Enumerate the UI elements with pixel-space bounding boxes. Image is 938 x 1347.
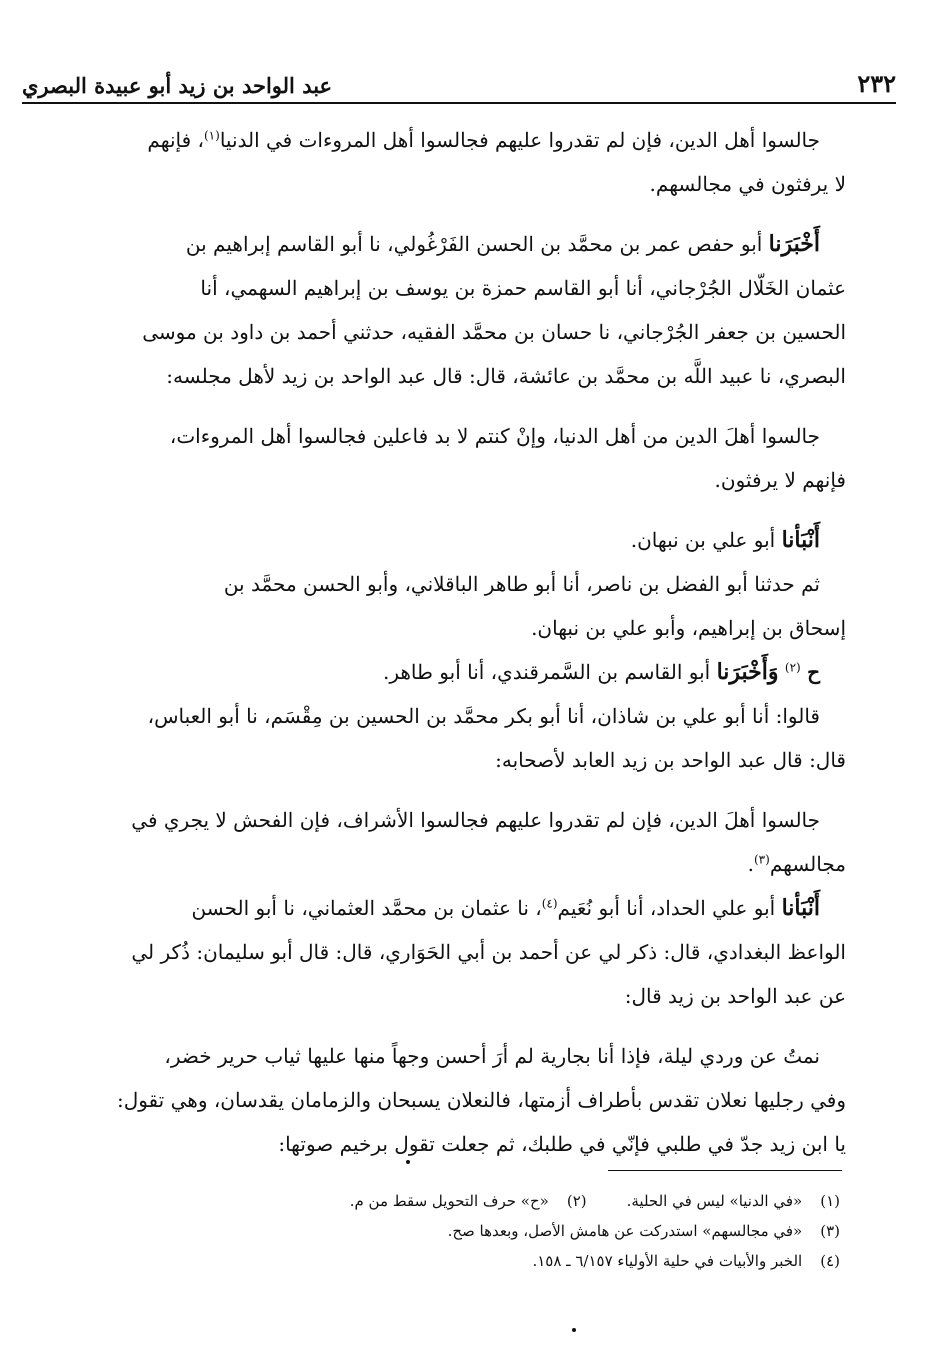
paragraph [42,414,846,502]
text-line: جالسوا أهلَ الدين، فإن لم تقدروا عليهم فجالسوا الأشراف، فإن الفحش لا يجري في [131,808,820,832]
text-line: عثمان الخَلّال الجُرْجاني، أنا أبو القاسم حمزة بن يوسف بن إبراهيم السهمي، أنا [200,276,846,300]
text-span: . [747,852,754,876]
text-line: نمتُ عن وردي ليلة، فإذا أنا بجارية لم أرَ أحسن وجهاً منها عليها ثياب حرير خضر، [164,1044,820,1068]
footnote-text: الخبر والأبيات في حلية الأولياء ٦/١٥٧ ـ ١٥٨. [532,1252,803,1270]
text-line: الواعظ البغدادي، قال: ذكر لي عن أحمد بن أبي الحَوَاري، قال: قال أبو سليمان: ذُكر لي [131,940,846,964]
footnote-number: (٢) [566,1192,587,1210]
footnote [100,1246,840,1276]
page-number: ٢٣٢ [857,69,896,98]
footnote-ref: (٤) [541,896,558,911]
text-line: عن عبد الواحد بن زيد قال: [624,984,846,1008]
text-line [42,886,846,930]
footnote [100,1216,840,1246]
running-title: عبد الواحد بن زيد أبو عبيدة البصري [22,73,333,98]
paragraph [42,118,846,206]
page-header [22,60,896,104]
footnote-ref: (٢) [784,660,801,675]
paragraph [42,1034,846,1166]
transmission-term: أَنْبَأنا [781,895,820,921]
text-line: جالسوا أهلَ الدين من أهل الدنيا، وإنْ كنتم لا بد فاعلين فجالسوا أهل المروءات، [169,424,820,448]
footnote-text: «في الدنيا» ليس في الحلية. [626,1192,803,1210]
footnote-number: (١) [820,1192,840,1210]
text-span: أبو القاسم بن السَّمرقندي، أنا أبو طاهر. [382,660,717,684]
paragraph [42,562,846,650]
text-line [42,842,846,886]
text-line: إسحاق بن إبراهيم، وأبو علي بن نبهان. [531,616,846,640]
text-line: ثم حدثنا أبو الفضل بن ناصر، أنا أبو طاهر الباقلاني، وأبو الحسن محمَّد بن [223,572,820,596]
text-span: ، نا عثمان بن محمَّد العثماني، نا أبو الحسن [191,896,542,920]
text-line [42,650,846,694]
tahwil-mark: ح [807,660,820,684]
text-line: فإنهم لا يرفثون. [714,468,846,492]
transmission-term: وَأَخْبَرَنا [716,659,779,685]
footnote-text: «ح» حرف التحويل سقط من م. [349,1192,549,1210]
transmission-term: أَنْبَأنا [781,527,820,553]
ink-dot [572,1328,576,1332]
text-line [42,518,846,562]
text-span: مجالسهم [769,852,846,876]
text-line: قالوا: أنا أبو علي بن شاذان، أنا أبو بكر محمَّد بن الحسين بن مِقْسَم، نا أبو العباس، [147,704,820,728]
text-span: أبو علي بن نبهان. [630,528,782,552]
paragraph [42,798,846,886]
text-line: وفي رجليها نعلان تقدس بأطراف أزمتها، فالنعلان يسبحان والزمامان يقدسان، وهي تقول: [116,1088,846,1112]
paragraph [42,650,846,694]
paragraph [42,694,846,782]
footnote-row [100,1186,840,1216]
main-text [42,118,846,1182]
footnote-ref: (١) [203,128,220,143]
paragraph [42,518,846,562]
text-line: يا ابن زيد جدّ في طلبي فإنّي في طلبك، ثم جعلت تقول برخيم صوتها: [278,1132,846,1156]
footnote-number: (٣) [820,1222,840,1240]
text-span: أبو حفص عمر بن محمَّد بن الحسن الفَرْغُولي، نا أبو القاسم إبراهيم بن [185,232,769,256]
text-line: قال: قال عبد الواحد بن زيد العابد لأصحابه: [495,748,846,772]
footnote-text: «في مجالسهم» استدركت عن هامش الأصل، وبعدها صح. [447,1222,803,1240]
text-span: ، فإنهم [147,128,204,152]
footnote-ref: (٣) [753,852,770,867]
text-span: أبو علي الحداد، أنا أبو نُعَيم [557,896,782,920]
paragraph [42,886,846,1018]
footnote-divider [608,1170,842,1171]
footnote-number: (٤) [820,1252,840,1270]
text-line [42,222,846,266]
text-line [42,118,846,162]
text-line: الحسين بن جعفر الجُرْجاني، نا حسان بن محمَّد الفقيه، حدثني أحمد بن داود بن موسى [142,320,846,344]
footnotes [100,1186,840,1276]
paragraph [42,222,846,398]
transmission-term: أَخْبَرَنا [768,231,820,257]
footnote [350,1186,587,1216]
text-span: جالسوا أهل الدين، فإن لم تقدروا عليهم فجالسوا أهل المروءات في الدنيا [219,128,820,152]
text-line: البصري، نا عبيد اللَّه بن محمَّد بن عائشة، قال: قال عبد الواحد بن زيد لأهل مجلسه: [166,364,846,388]
text-line: لا يرفثون في مجالسهم. [649,172,846,196]
footnote [627,1186,840,1216]
ink-dot [406,1160,410,1164]
